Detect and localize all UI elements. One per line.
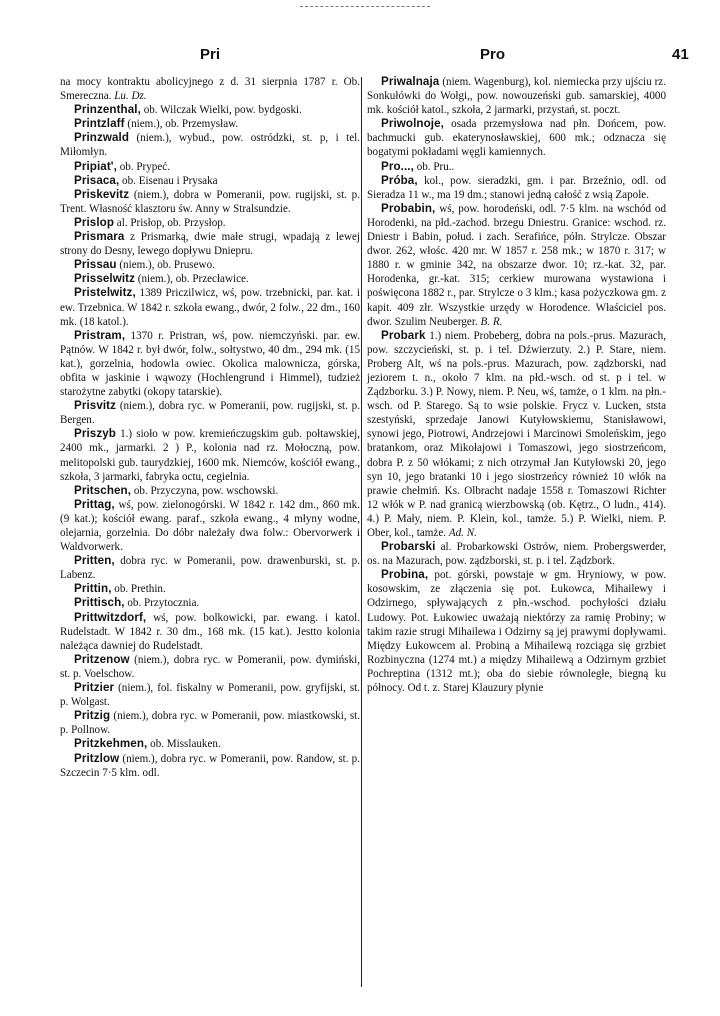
entry-text: (niem.), ob. Prusewo. bbox=[116, 259, 215, 272]
entry-headword: Probabin, bbox=[381, 201, 436, 215]
top-rule bbox=[300, 6, 430, 7]
entry-headword: Prinzenthal, bbox=[74, 103, 141, 117]
entry-text: z Prismarką, dwie małe strugi, wpadają z lewej strony do Desny, lewego dopływu Dniepru. bbox=[60, 231, 360, 258]
entry-text: (niem.), dobra ryc. w Pomeranii, pow. Randow, st. p. Szczecin 7·5 klm. odl. bbox=[60, 752, 360, 779]
entry-text: ob. Pru.. bbox=[413, 160, 455, 173]
entry-text: (niem.), ob. Przemysław. bbox=[124, 118, 239, 131]
dictionary-entry bbox=[60, 399, 360, 427]
dictionary-entry bbox=[60, 174, 360, 188]
left-column bbox=[60, 75, 360, 1005]
entry-text: ob. Wilczak Wielki, pow. bydgoski. bbox=[140, 104, 302, 117]
dictionary-entry bbox=[60, 188, 360, 216]
entry-text: ob. Prethin. bbox=[111, 583, 166, 596]
entry-headword: Prittag, bbox=[74, 497, 115, 511]
right-column bbox=[367, 75, 666, 1005]
dictionary-entry bbox=[60, 653, 360, 681]
entry-text: 1.) niem. Probeberg, dobra na pols.-prus. Mazurach, pow. szczycieński, st. p. i tel. Dźwierzuty. 2.) P. Stare, niem. Proberg Alt, wś na pols.-prus. Mazurach, pow. ządzborski, nad jeziorem t. n., około 7 klm. na płd.-wsch. od st. p i tel. w Ządzborku. 3.) P. Nowy, niem. P. Neu, wś, tamże, o 1 klm. na płn.-wsch. od P. Starego. Są to wsie polskie. Frycz v. Lucken, ststa szestyński, sprzedaje Janowi Kutyłowskiemu, Stanisławowi, synowi jego, Piotrowi, Andrzejowi i Marcinowi Smoleńskim, jego bratankom, oraz Mikołajowi i Tomaszowi, jego siostrzeńcom, dobra P. z 50 włókami; z nich otrzymał Jan Kutyłowski 20, jego syn 10, jego bratanki 10 i jego siostrzeńcy również 10 włók na prawie chełmiń. Ks. Olbracht nadaje 1558 r. Tomaszowi Richter 12 włók w P. nad granicą wierzbowską (ob. Kętrz., O ludn., 414). 4.) P. Mały, niem. P. Klein, kol., tamże. 5.) P. Wielki, niem. P. Ober, kol., tamże. bbox=[367, 329, 666, 539]
entry-headword: Probina, bbox=[381, 568, 429, 582]
entry-text: 1.) sioło w pow. kremieńczugskim gub. połtawskiej, 2400 mk., jarmarki. 2 ) P., kolonia nad rz. Mołoczną, pow. melitopolski gub. taurydzkiej, 1600 mk. Niemców, kościół ewang., szkoła, 3 jarmarki, fabryka octu, cegielnia. bbox=[60, 428, 360, 483]
entry-text: osada przemysłowa nad płn. Dońcem, pow. bachmucki gub. ekaterynosławskiej, 600 mk.; odznacza się bogatymi pokładami węgli kamiennych. bbox=[367, 118, 666, 159]
entry-headword: Pritzig bbox=[74, 709, 111, 723]
entry-headword: Prinzwald bbox=[74, 131, 130, 145]
entry-text: pot. górski, powstaje w gm. Hryniowy, w pow. kosowskim, ze złączenia się pot. Łukowca, Mihailewy i Odzirnego, spływających z płn.-wschod. pochyłości działu Ludowy. Pot. Łukowiec uważają niektórzy za ramię Probiny; w takim razie strugi Mihailewa i Odzirny są jej prawymi dopływami. Między Łukowcem al. Probiną a Mihailewą rozciąga się grzbiet Rozbinyczna (1274 mt.) a między Mihailewą a Odzirnym grzbiet Pochreptina (1312 mt.); oba do siebie równoległe, biegną ku północy. Od t. z. Starej Klauzury płynie bbox=[367, 569, 666, 695]
running-head-center: Pro bbox=[480, 46, 506, 63]
column-divider bbox=[361, 77, 362, 987]
dictionary-entry bbox=[60, 286, 360, 328]
entry-headword: Pripiat', bbox=[74, 159, 117, 173]
entry-text: ob. Przytocznia. bbox=[124, 597, 200, 610]
entry-headword: Priszyb bbox=[74, 427, 116, 441]
entry-headword: Pritzlow bbox=[74, 751, 120, 765]
entry-text: al. Prisłop, ob. Przysłop. bbox=[114, 216, 226, 229]
entry-text: dobra ryc. w Pomeranii, pow. drawenburski, st. p. Labenz. bbox=[60, 555, 360, 582]
dictionary-entry bbox=[60, 709, 360, 737]
entry-text: 1370 r. Pristran, wś, pow. niemczyński. par. ew. Pątnów. W 1842 r. był dwór, folw., sołtystwo, 40 dm., 294 mk. (15 kat.), gorzelnia, hodowla owiec. Okolica malownicza, górska, obfita w jaskinie i wąwozy (Hochlengrund i Himmel), tudzież starożytne zabytki (okopy tatarskie). bbox=[60, 329, 360, 399]
dictionary-entry bbox=[367, 329, 666, 540]
dictionary-entry bbox=[60, 117, 360, 131]
dictionary-entry bbox=[367, 568, 666, 695]
entry-headword: Pritschen, bbox=[74, 483, 132, 497]
entry-text: (niem.), dobra ryc. w Pomeranii, pow. miastkowski, st. p. Pollnow. bbox=[60, 710, 360, 737]
dictionary-entry bbox=[367, 540, 666, 568]
dictionary-entry bbox=[60, 258, 360, 272]
entry-headword: Priskevitz bbox=[74, 187, 130, 201]
dictionary-entry bbox=[60, 681, 360, 709]
entry-headword: Prislop bbox=[74, 215, 114, 229]
entry-text: (niem.), ob. Przecławice. bbox=[135, 273, 249, 286]
dictionary-entry bbox=[367, 75, 666, 117]
entry-headword: Prittwitzdorf, bbox=[74, 610, 147, 624]
entry-text: ob. Misslauken. bbox=[147, 738, 221, 751]
entry-headword: Priwolnoje, bbox=[381, 117, 444, 131]
dictionary-entry bbox=[60, 272, 360, 286]
entry-text: ob. Prypeć. bbox=[116, 160, 170, 173]
dictionary-entry bbox=[367, 202, 666, 329]
dictionary-entry bbox=[60, 596, 360, 610]
entry-text: wś, pow. zielonogórski. W 1842 r. 142 dm., 860 mk. (9 kat.); kościół ewang. paraf., szkoła ewang., 4 młyny wodne, olejarnia, gorzelnia. Do dóbr należały dwa folw.: Obervorwerk i Waldvorwerk. bbox=[60, 498, 360, 554]
dictionary-entry bbox=[60, 230, 360, 258]
entry-text: (niem.), fol. fiskalny w Pomeranii, pow. gryfijski, st. p. Wolgast. bbox=[60, 682, 360, 709]
dictionary-entry bbox=[60, 752, 360, 780]
dictionary-entry bbox=[60, 103, 360, 117]
entry-headword: Priwalnaja bbox=[381, 75, 440, 88]
entry-headword: Próba, bbox=[381, 173, 418, 187]
entry-text: wś, pow. bolkowicki, par. ewang. i katol. Rudelstadt. W 1842 r. 30 dm., 168 mk. (15 kat.). Jestto kolonia należąca dawniej do Rudelstadt. bbox=[60, 611, 360, 652]
entry-text: kol., pow. sieradzki, gm. i par. Brzeźnio, odl. od Sieradza 11 w., ma 19 dm.; stanowi jedną całość z wsią Zapole. bbox=[367, 174, 666, 201]
dictionary-entry bbox=[60, 611, 360, 653]
dictionary-entry bbox=[60, 160, 360, 174]
dictionary-entry bbox=[367, 160, 666, 174]
entry-headword: Prissau bbox=[74, 258, 117, 272]
entry-text: 1389 Priczilwicz, wś, pow. trzebnicki, par. kat. i ew. Trzebnica. W 1842 r. szkoła ewang., dwór, 2 folw., 22 dm., 160 mk. (18 katol.). bbox=[60, 287, 360, 328]
entry-author: Lu. Dz. bbox=[114, 90, 147, 103]
entry-text: ob. Przyczyna, pow. wschowski. bbox=[131, 484, 279, 497]
entry-headword: Pro..., bbox=[381, 159, 414, 173]
dictionary-entry bbox=[60, 582, 360, 596]
running-head-left: Pri bbox=[200, 46, 221, 63]
entry-author: B. R. bbox=[480, 315, 503, 328]
entry-headword: Pritzkehmen, bbox=[74, 737, 148, 751]
dictionary-entry bbox=[60, 131, 360, 159]
entry-text: na mocy kontraktu abolicyjnego z d. 31 sierpnia 1787 r. Ob. Smereczna. bbox=[60, 76, 360, 103]
entry-text: (niem.), wybud., pow. ostródzki, st. p, i tel. Miłomłyn. bbox=[60, 132, 360, 159]
entry-text: wś, pow. horodeński, odl. 7·5 klm. na wschód od Horodenki, na płd.-zachod. brzegu Dniestru. Granice: wschod. rz. Dniestr i Babin, połud. i zach. Serafińce, półn. Strylcze. Obszar dwor. 262, włośc. 420 mr. W 1857 r. 258 mk.; w 1870 r. 317; w 1880 r. w gminie 342, na obszarze dwor. 10; rz.-kat. 32, par. Horodenka, gr.-kat. 315; cerkiew murowana wystawiona i poświęcona 1882 r., par. Strylcze o 3 klm.; kasa pożyczkowa gm. z kapit. 409 złr. Wszystkie urzędy w Horodence. Właściciel pos. dwor. Szulim Neuberger. bbox=[367, 202, 666, 328]
entry-headword: Pritten, bbox=[74, 554, 115, 568]
entry-headword: Prismara bbox=[74, 230, 125, 244]
dictionary-entry bbox=[367, 174, 666, 202]
dictionary-entry bbox=[60, 484, 360, 498]
entry-headword: Probark bbox=[381, 328, 426, 342]
entry-text: (niem.), dobra ryc. w Pomeranii, pow. dymiński, st. p. Voelschow. bbox=[60, 653, 360, 680]
entry-headword: Pristram, bbox=[74, 328, 126, 342]
dictionary-entry bbox=[60, 737, 360, 751]
entry-headword: Probarski bbox=[381, 540, 436, 554]
entry-headword: Pritzenow bbox=[74, 652, 130, 666]
entry-headword: Prittin, bbox=[74, 582, 112, 596]
entry-headword: Prisvitz bbox=[74, 399, 117, 413]
entry-text: (niem.), dobra ryc. w Pomeranii, pow. rugijski, st. p. Bergen. bbox=[60, 400, 360, 427]
entry-text: ob. Eisenau i Prysaka bbox=[119, 174, 218, 187]
dictionary-entry bbox=[60, 75, 360, 103]
entry-text: (niem.), dobra w Pomeranii, pow. rugijski, st. p. Trent. Własność klasztoru św. Anny w Stralsundzie. bbox=[60, 188, 360, 215]
entry-headword: Printzlaff bbox=[74, 117, 125, 131]
dictionary-entry bbox=[60, 329, 360, 399]
entry-text: (niem. Wagenburg), kol. niemiecka przy ujściu rz. Sonkułówki do Wołgi,, pow. nowouzeński gub. samarskiej, 4000 mk. kościół katol., szkoła, 2 jarmarki, przystań, st. poczt. bbox=[367, 76, 666, 117]
dictionary-entry bbox=[60, 216, 360, 230]
dictionary-entry bbox=[60, 554, 360, 582]
entry-headword: Pristelwitz, bbox=[74, 286, 136, 300]
dictionary-entry bbox=[367, 117, 666, 159]
entry-headword: Prisselwitz bbox=[74, 272, 136, 286]
entry-headword: Pritzier bbox=[74, 681, 115, 695]
dictionary-entry bbox=[60, 427, 360, 483]
dictionary-entry bbox=[60, 498, 360, 554]
entry-headword: Prittisch, bbox=[74, 596, 125, 610]
entry-headword: Prisaca, bbox=[74, 173, 120, 187]
entry-author: Ad. N. bbox=[448, 527, 477, 539]
page-number: 41 bbox=[672, 46, 689, 63]
entry-text: al. Probarkowski Ostrów, niem. Probergswerder, os. na Mazurach, pow. ządzborski, st. p. i tel. Ządzbork. bbox=[367, 541, 666, 568]
